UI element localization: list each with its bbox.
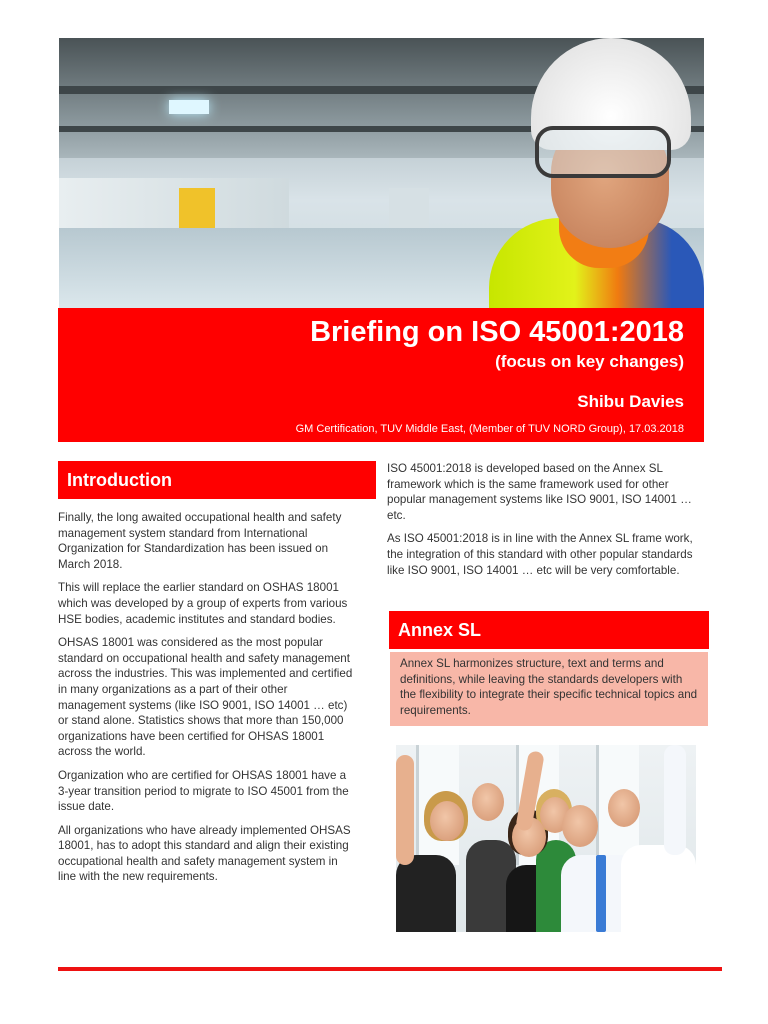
introduction-body [58,510,358,893]
annex-sl-callout: Annex SL harmonizes structure, text and terms and definitions, while leaving the standards developers with the flexibility to integrate their specific technical topics and requirements. [390,652,708,726]
introduction-paragraph: Finally, the long awaited occupational health and safety management system standard from International Organization for Standardization has been issued on March 2018. [58,511,342,571]
introduction-paragraph: Organization who are certified for OHSAS 18001 have a 3-year transition period to migrate to ISO 45001 from the issue date. [58,768,349,814]
author-affiliation: GM Certification, TUV Middle East, (Member of TUV NORD Group), 17.03.2018 [295,423,684,435]
team-celebration-photo [396,745,696,932]
page-subtitle: (focus on key changes) [495,352,684,371]
introduction-heading: Introduction [58,461,376,499]
introduction-paragraph: All organizations who have already implemented OHSAS 18001, has to adopt this standard and align their existing occupational health and safety management system in line with the new requirements. [58,823,351,884]
page-title: Briefing on ISO 45001:2018 [310,316,684,348]
annex-sl-heading: Annex SL [389,611,709,649]
footer-divider [58,967,722,971]
safety-goggles [535,126,671,178]
person-face [430,801,464,841]
necktie [596,855,606,932]
author-name: Shibu Davies [577,392,684,411]
raised-arm [396,755,414,865]
hero-photo-safety-worker [59,38,704,308]
person-body [621,845,696,932]
person-face [562,805,598,847]
person-face [472,783,504,821]
person-body [396,855,456,932]
introduction-paragraph: This will replace the earlier standard on OSHAS 18001 which was developed by a group of experts from various HSE bodies, academic institutes and standard bodies. [58,581,348,626]
right-column-paragraph: As ISO 45001:2018 is in line with the Annex SL frame work, the integration of this standard with other popular standards like ISO 9001, ISO 14001 … etc will be very comfortable. [387,532,693,577]
introduction-paragraph: OHSAS 18001 was considered as the most popular standard on occupational health and safety management across the industries. This was implemented and certified in many organizations as a part of their other management systems (like ISO 9001, ISO 14001 … etc) or stand alone. Statistics shows that more than 150,000 organizations have been certified for OHSAS 18001 across the world. [58,636,353,759]
right-column-body [387,461,707,586]
person-face [608,789,640,827]
title-banner [58,308,704,442]
ceiling-light [169,100,209,114]
right-column-paragraph: ISO 45001:2018 is developed based on the Annex SL framework which is the same framework used for other popular management systems like ISO 9001, ISO 14001 … etc. [387,462,692,522]
raised-arm [664,745,686,855]
